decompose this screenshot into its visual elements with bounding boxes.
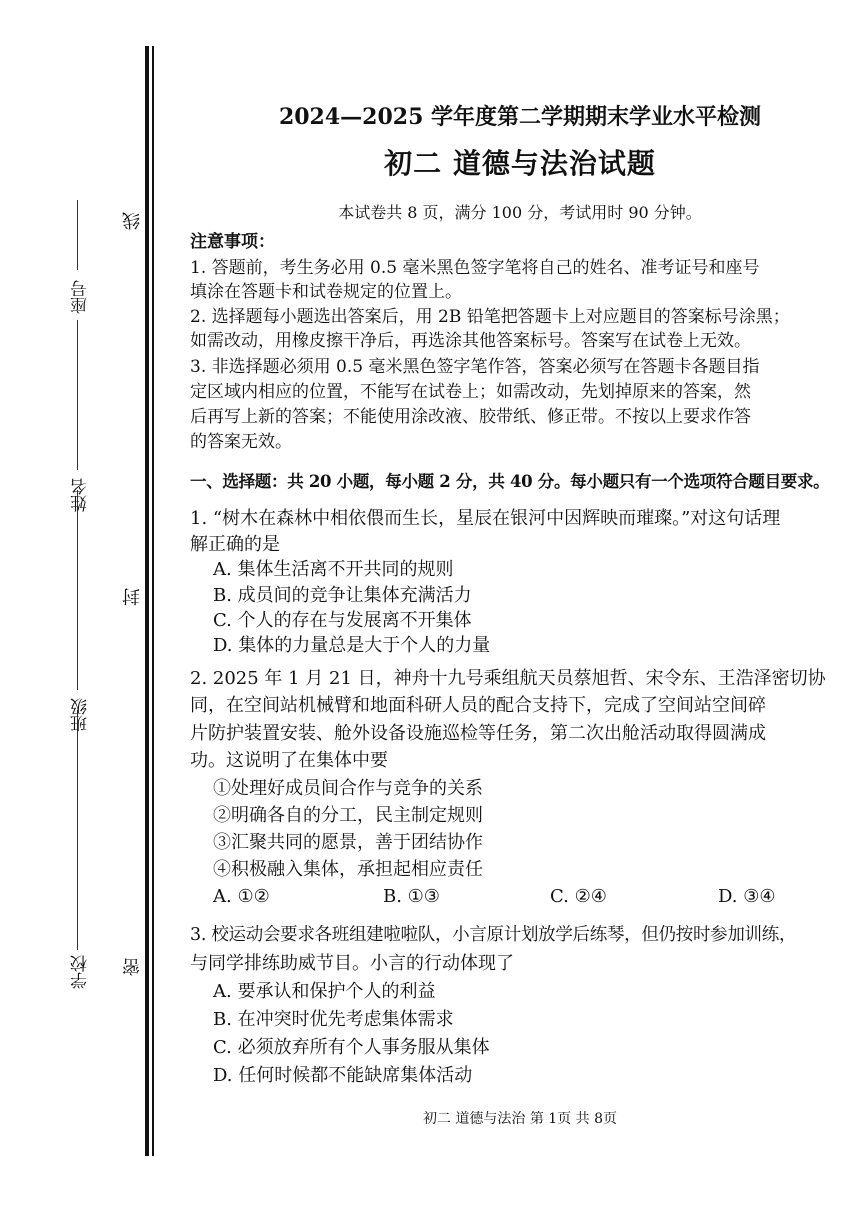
question-3-option-c: C. 必须放弃所有个人事务服从集体 <box>213 1037 490 1058</box>
question-1-option-a: A. 集体生活离不开共同的规则 <box>213 559 454 580</box>
question-2-stem: 2. 2025 年 1 月 21 日，神舟十九号乘组航天员蔡旭哲、宋令东、王浩泽密切协 <box>190 668 826 689</box>
question-1-stem: 解正确的是 <box>190 534 280 555</box>
question-1-option-d: D. 集体的力量总是大于个人的力量 <box>213 635 491 656</box>
section-heading: 一、选择题：共 20 小题，每小题 2 分，共 40 分。每小题只有一个选项符合题目要求。 <box>190 472 830 491</box>
question-1-option-b: B. 成员间的竞争让集体充满活力 <box>213 585 472 606</box>
seat-blank <box>77 200 78 270</box>
notes-heading: 注意事项： <box>190 232 275 252</box>
seal-mark-feng: 封 <box>122 588 143 606</box>
question-3-option-b: B. 在冲突时优先考虑集体需求 <box>213 1009 454 1030</box>
subject-title: 初二 道德与法治试题 <box>384 147 656 180</box>
school-blank <box>77 710 78 950</box>
question-3-stem: 3. 校运动会要求各班组建啦啦队，小言原计划放学后练琴，但仍按时参加训练， <box>190 925 797 945</box>
question-1-option-c: C. 个人的存在与发展离不开集体 <box>213 610 472 631</box>
seat-label: 座号 <box>71 280 91 314</box>
name-blank <box>77 320 78 470</box>
exam-title: 2024—2025 学年度第二学期期末学业水平检测 <box>278 104 762 130</box>
notes-line: 2. 选择题每小题选出答案后，用 2B 铅笔把答题卡上对应题目的答案标号涂黑； <box>190 307 790 327</box>
question-2-option-d: D. ③④ <box>718 886 776 907</box>
question-1-stem: 1. “树木在森林中相依偎而生长，星辰在银河中因辉映而璀璨。”对这句话理 <box>190 508 781 529</box>
page-footer: 初二 道德与法治 第 1页 共 8页 <box>422 1111 618 1127</box>
notes-line: 3. 非选择题必须用 0.5 毫米黑色签字笔作答，答案必须写在答题卡各题目指 <box>190 357 760 377</box>
question-2-stem: 片防护装置安装、舱外设备设施巡检等任务，第二次出舱活动取得圆满成 <box>190 723 766 744</box>
notes-line: 的答案无效。 <box>190 432 292 452</box>
name-label: 姓名 <box>71 478 91 512</box>
question-2-option-c: C. ②④ <box>550 886 607 907</box>
class-blank <box>77 490 78 690</box>
question-3-option-a: A. 要承认和保护个人的利益 <box>213 981 436 1002</box>
question-2-stem: 同，在空间站机械臂和地面科研人员的配合支持下，完成了空间站空间碎 <box>190 695 766 716</box>
notes-line: 1. 答题前，考生务必用 0.5 毫米黑色签字笔将自己的姓名、准考证号和座号 <box>190 258 760 278</box>
question-2-item: ③汇聚共同的愿景，善于团结协作 <box>213 832 483 853</box>
class-label: 班级 <box>71 698 91 732</box>
notes-line: 后再写上新的答案；不能使用涂改液、胶带纸、修正带。不按以上要求作答 <box>190 407 751 427</box>
question-3-option-d: D. 任何时候都不能缺席集体活动 <box>213 1065 473 1086</box>
exam-info: 本试卷共 8 页，满分 100 分，考试用时 90 分钟。 <box>338 203 702 222</box>
question-2-item: ①处理好成员间合作与竞争的关系 <box>213 778 483 799</box>
question-2-option-a: A. ①② <box>213 886 270 907</box>
question-2-item: ②明确各自的分工，民主制定规则 <box>213 805 483 826</box>
binding-bar-thin <box>152 46 154 1156</box>
seal-mark-mi: 密 <box>122 958 143 976</box>
notes-line: 定区域内相应的位置，不能写在试卷上；如需改动，先划掉原来的答案，然 <box>190 382 751 402</box>
school-label: 学校 <box>71 955 91 989</box>
notes-line: 如需改动，用橡皮擦干净后，再选涂其他答案标号。答案写在试卷上无效。 <box>190 331 751 351</box>
question-3-stem: 与同学排练助威节目。小言的行动体现了 <box>190 953 514 974</box>
seal-mark-xian: 线 <box>122 212 143 230</box>
question-2-stem: 功。这说明了在集体中要 <box>190 750 388 771</box>
question-2-item: ④积极融入集体，承担起相应责任 <box>213 859 483 880</box>
notes-line: 填涂在答题卡和试卷规定的位置上。 <box>190 282 462 302</box>
question-2-option-b: B. ①③ <box>383 886 440 907</box>
